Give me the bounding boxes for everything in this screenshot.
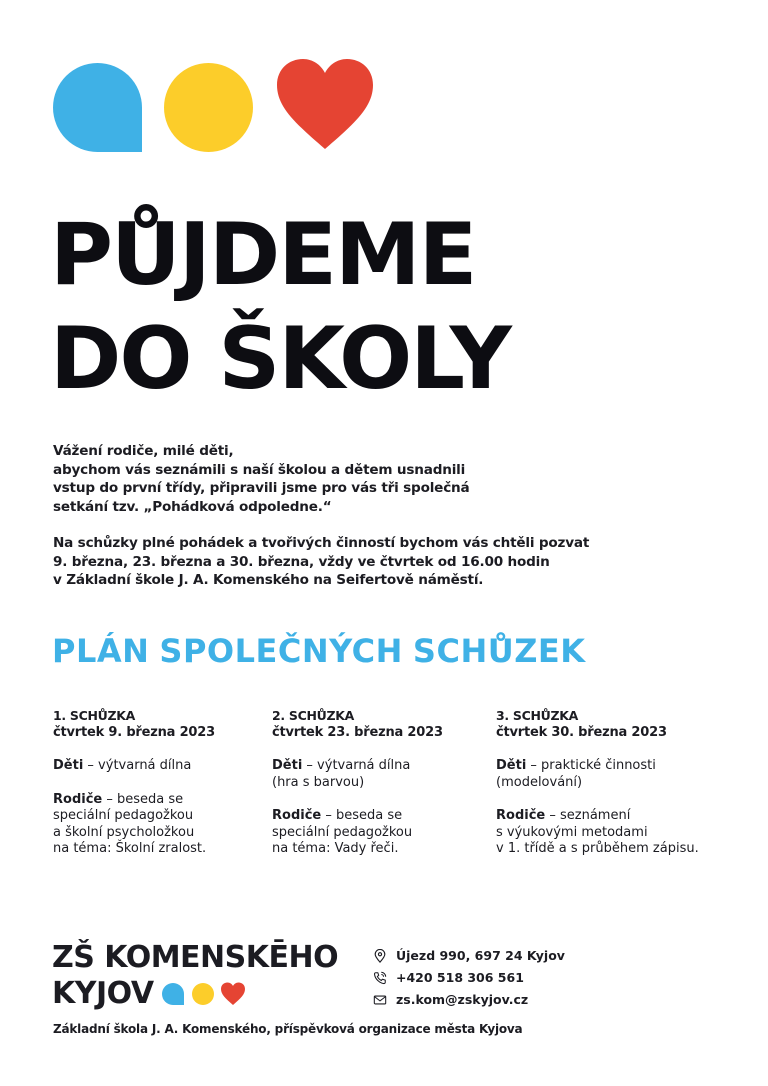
kids-label: Děti [272, 758, 303, 773]
parents-line: – beseda se [325, 808, 403, 823]
plan-heading-word: SCHŮZEK [412, 632, 586, 670]
circle-icon [164, 63, 253, 152]
parents-line: na téma: Školní zralost. [53, 841, 207, 856]
phone-icon [373, 971, 387, 985]
meeting-3 [496, 708, 736, 858]
plan-heading-word: SPOLEČNÝCH [159, 632, 403, 670]
kids-line: (modelování) [496, 774, 583, 790]
contact-email [373, 989, 565, 1010]
contact-address [373, 945, 565, 966]
heart-icon [220, 982, 246, 1006]
intro-line: vstup do první třídy, připravili jsme pro vás tři společná [53, 480, 470, 496]
address-text: Újezd 990, 697 24 Kyjov [396, 948, 565, 963]
intro-paragraph-2 [53, 534, 693, 590]
logo-line-2: KYJOV [52, 976, 154, 1011]
kids-label: Děti [53, 758, 84, 773]
meeting-number: 2. SCHŮZKA [272, 708, 355, 723]
contact-phone [373, 967, 565, 988]
email-link[interactable]: zs.kom@zskyjov.cz [396, 992, 529, 1007]
parents-line: a školní psycholožkou [53, 824, 195, 840]
intro-line: v Základní škole J. A. Komenského na Seifertově náměstí. [53, 572, 484, 588]
intro-paragraph-1 [53, 442, 693, 516]
intro-line: 9. března, 23. března a 30. března, vždy ve čtvrtek od 16.00 hodin [53, 553, 550, 570]
kids-line: – výtvarná dílna [306, 758, 411, 773]
kids-line: – výtvarná dílna [87, 758, 192, 773]
speech-drop-icon [162, 983, 184, 1005]
contact-info [373, 945, 565, 1011]
kids-label: Děti [496, 758, 527, 773]
phone-text: +420 518 306 561 [396, 970, 524, 985]
parents-activity [272, 808, 482, 858]
parents-line: v 1. třídě a s průběhem zápisu. [496, 841, 699, 856]
parents-label: Rodiče [272, 808, 322, 823]
page-title [50, 203, 510, 411]
parents-line: – beseda se [106, 791, 184, 807]
plan-heading [52, 632, 596, 670]
meeting-date: čtvrtek 30. března 2023 [496, 724, 667, 740]
circle-icon [192, 983, 214, 1005]
parents-activity [496, 808, 736, 858]
intro-line: Vážení rodiče, milé děti, [53, 443, 234, 459]
meeting-number: 1. SCHŮZKA [53, 708, 136, 723]
parents-line: – seznámení [549, 808, 631, 823]
kids-activity [53, 758, 263, 775]
plan-heading-word: PLÁN [52, 632, 150, 670]
kids-activity [496, 758, 736, 791]
parents-activity [53, 792, 263, 858]
meeting-2 [272, 708, 482, 858]
meeting-1 [53, 708, 263, 858]
footer-organization: Základní škola J. A. Komenského, příspěvková organizace města Kyjova [53, 1022, 523, 1036]
intro-text [53, 442, 693, 608]
parents-line: speciální pedagožkou [53, 808, 194, 823]
intro-line: abychom vás seznámili s naší školou a dětem usnadnili [53, 461, 466, 478]
parents-label: Rodiče [53, 791, 103, 807]
envelope-icon [373, 993, 387, 1007]
meeting-date: čtvrtek 9. března 2023 [53, 724, 215, 740]
kids-line: – praktické činnosti [530, 758, 656, 773]
heart-icon [275, 57, 375, 153]
parents-line: s výukovými metodami [496, 824, 648, 840]
title-line-1: PŮJDEME [50, 205, 476, 305]
logo-line-2-row [52, 976, 338, 1012]
meeting-number: 3. SCHŮZKA [496, 708, 579, 723]
logo-line-1: ZŠ KOMENSKĒHO [52, 940, 339, 975]
location-pin-icon [373, 949, 387, 963]
kids-activity [272, 758, 482, 791]
school-logo [52, 940, 338, 1012]
parents-label: Rodiče [496, 808, 546, 823]
speech-drop-icon [53, 63, 142, 152]
kids-line: (hra s barvou) [272, 774, 365, 790]
intro-line: setkání tzv. „Pohádková odpoledne.“ [53, 498, 332, 515]
parents-line: na téma: Vady řeči. [272, 841, 399, 856]
title-line-2: DO ŠKOLY [50, 309, 510, 409]
parents-line: speciální pedagožkou [272, 824, 413, 840]
intro-line: Na schůzky plné pohádek a tvořivých činností bychom vás chtěli pozvat [53, 535, 590, 551]
meeting-date: čtvrtek 23. března 2023 [272, 724, 443, 740]
